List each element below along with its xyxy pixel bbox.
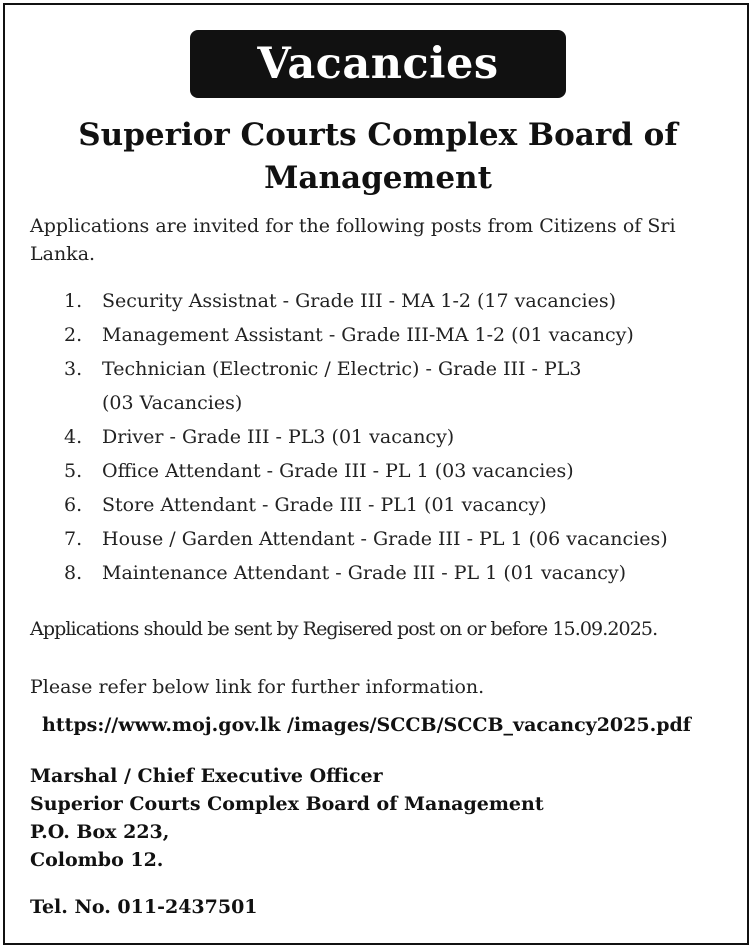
posts-list (64, 284, 734, 590)
post-number: 7. (64, 528, 83, 550)
post-item (64, 522, 734, 556)
post-title: Management Assistant - Grade III-MA 1-2 (01 vacancy) (102, 324, 634, 346)
post-number: 4. (64, 426, 83, 448)
contact-address (30, 762, 544, 874)
post-number: 5. (64, 460, 83, 482)
post-number: 1. (64, 290, 83, 312)
post-title-multiline (102, 352, 734, 420)
post-item (64, 454, 734, 488)
post-item (64, 352, 734, 420)
post-title: Security Assistnat - Grade III - MA 1-2 (17 vacancies) (102, 290, 617, 312)
post-number: 8. (64, 562, 83, 584)
banner-text: Vacancies (257, 39, 499, 89)
address-line-4: Colombo 12. (30, 849, 164, 871)
title-line-1: Superior Courts Complex Board of (78, 117, 678, 153)
post-number: 6. (64, 494, 83, 516)
post-number: 3. (64, 358, 83, 380)
address-line-3: P.O. Box 223, (30, 821, 170, 843)
title-line-2: Management (264, 160, 492, 196)
post-item (64, 318, 734, 352)
post-title: Driver - Grade III - PL3 (01 vacancy) (102, 426, 455, 448)
telephone-number: Tel. No. 011-2437501 (30, 896, 258, 918)
post-item (64, 284, 734, 318)
address-line-1: Marshal / Chief Executive Officer (30, 765, 383, 787)
address-line-2: Superior Courts Complex Board of Management (30, 793, 544, 815)
refer-text: Please refer below link for further information. (30, 676, 485, 698)
intro-text: Applications are invited for the following posts from Citizens of Sri Lanka. (30, 215, 676, 265)
post-title: House / Garden Attendant - Grade III - PL 1 (06 vacancies) (102, 528, 668, 550)
post-item (64, 488, 734, 522)
vacancies-banner (190, 30, 566, 98)
info-link[interactable]: https://www.moj.gov.lk /images/SCCB/SCCB_vacancy2025.pdf (42, 714, 691, 736)
post-title-continued: (03 Vacancies) (102, 392, 243, 414)
post-title: Technician (Electronic / Electric) - Grade III - PL3 (102, 358, 582, 380)
post-number: 2. (64, 324, 83, 346)
post-title: Maintenance Attendant - Grade III - PL 1 (01 vacancy) (102, 562, 627, 584)
post-item (64, 556, 734, 590)
post-title: Store Attendant - Grade III - PL1 (01 vacancy) (102, 494, 547, 516)
post-item (64, 420, 734, 454)
post-title: Office Attendant - Grade III - PL 1 (03 vacancies) (102, 460, 574, 482)
page-title (20, 114, 736, 200)
deadline-text: Applications should be sent by Regisered post on or before 15.09.2025. (30, 618, 658, 640)
